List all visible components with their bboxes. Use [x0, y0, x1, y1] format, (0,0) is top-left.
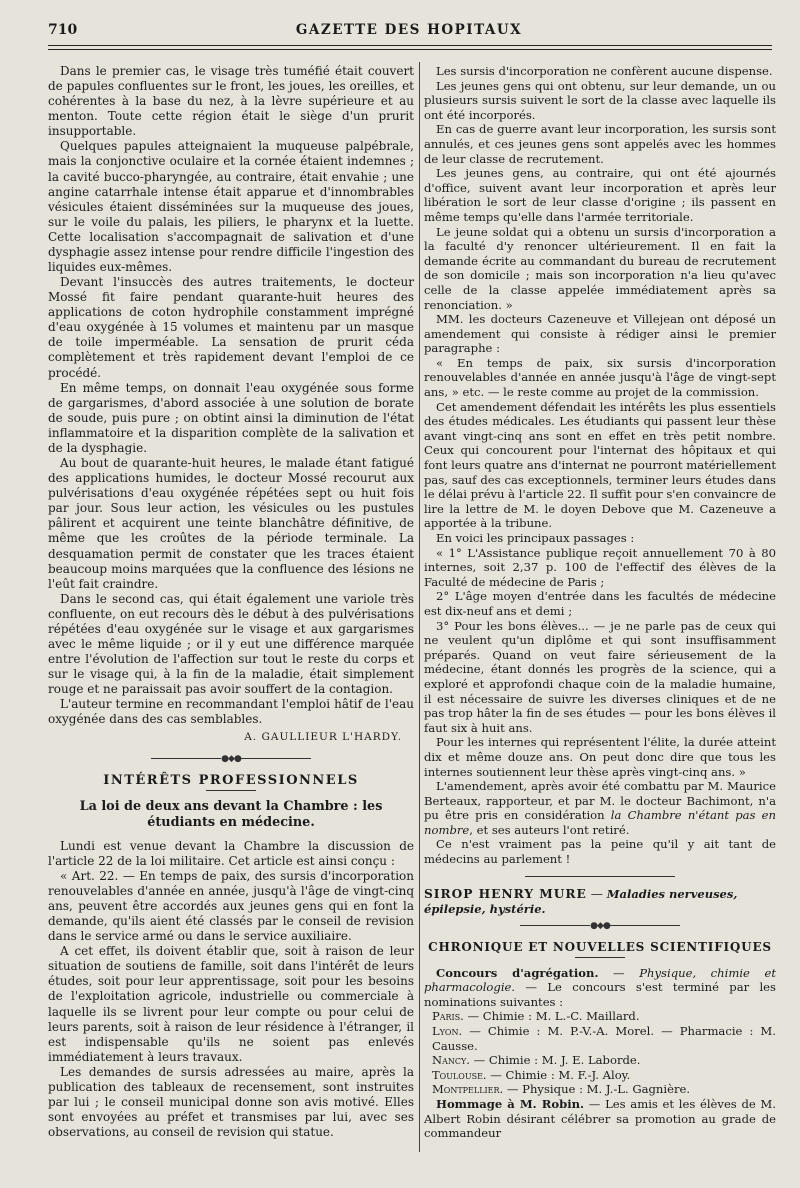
- text-run: — Les amis et les élèves de M. Albert Robin désirant célébrer sa promotion au grade de commandeur: [424, 1096, 776, 1141]
- paragraph: [424, 966, 776, 1010]
- right-column: [424, 64, 776, 1141]
- paragraph: « En temps de paix, six sursis d'incorporation renouvelables d'année en année jusqu'à l'âge de vingt-sept ans, » etc. — le reste comme au projet de la commission.: [424, 355, 776, 400]
- city-name: Paris.: [432, 1009, 464, 1024]
- paragraph: Quelques papules atteignaient la muqueuse palpébrale, mais la conjonctive oculaire et la cornée étaient indemnes ; la cavité bucco-pharyngée, au contraire, était envahie ; une angine catarrhale intense était apparue et d'innombrables vésicules étaient disséminées sur la muqueuse des joues, sur le voile du palais, les piliers, le pharynx et la luette. Cette localisation s'accompagnait de salivation et d'une dysphagie assez intense pour rendre difficile l'ingestion des liquides eux-mêmes.: [48, 139, 414, 275]
- author-signature: A. GAULLIEUR L'HARDY.: [244, 731, 402, 744]
- city-name: Montpellier.: [432, 1082, 504, 1097]
- header-rule-thin: [48, 49, 772, 50]
- text-run: —: [598, 965, 640, 980]
- italic-run: Physique, chimie et pharmacologie.: [424, 965, 776, 995]
- list-item: [424, 1082, 776, 1097]
- paragraph: En voici les principaux passages :: [436, 531, 635, 545]
- paragraph: En cas de guerre avant leur incorporation, les sursis sont annulés, et ces jeunes gens sont appelés avec les hommes de leur classe de recrutement.: [424, 122, 776, 166]
- list-item: [424, 1068, 776, 1083]
- ad-product: SIROP HENRY MURE: [424, 887, 587, 902]
- paragraph: Ce n'est vraiment pas la peine qu'il y ait tant de médecins au parlement !: [424, 837, 776, 867]
- paragraph: « Art. 22. — En temps de paix, des sursis d'incorporation renouvelables d'année en année, jusqu'à l'âge de vingt-cinq ans, peuvent être accordés aux jeunes gens qui en font la demande, qu'ils aient été classés par le conseil de revision dans le service armé ou dans le service auxiliaire.: [48, 868, 414, 944]
- paragraph: Les sursis d'incorporation ne confèrent aucune dispense.: [436, 64, 773, 78]
- column-divider: [419, 62, 420, 1152]
- paragraph: Au bout de quarante-huit heures, le malade étant fatigué des applications humides, le docteur Mossé recourut aux pulvérisations d'eau oxygénée répétées sept ou huit fois par jour. Sous leur action, les vésicules ou les pustules pâlirent et acquirent une teinte blanchâtre définitive, de même que les croûtes de la période terminale. La desquamation permit de constater que les traces étaient beaucoup moins marquées que la confluence des lésions ne l'eût fait craindre.: [48, 456, 414, 591]
- city-name: Toulouse.: [432, 1067, 487, 1082]
- left-column: [48, 64, 414, 1140]
- paragraph: Pour les internes qui représentent l'élite, la durée atteint dix et même douze ans. On peut donc dire que tous les internes soutiennent leur thèse après vingt-cinq ans. »: [424, 735, 776, 779]
- paragraph: Cet amendement défendait les intérêts les plus essentiels des études médicales. Les étudiants qui passent leur thèse avant vingt-cinq ans sont en effet en très petit nombre. Ceux qui concourent pour l'internat des hôpitaux et qui font leurs quatre ans d'internat ne pourront matériellement pas, sauf des cas exceptionnels, terminer leurs études dans le délai prévu à l'article 22. Il suffit pour s'en convaincre de lire la lettre de M. le doyen Debove que M. Cazeneuve a apportée à la tribune.: [424, 399, 776, 531]
- paragraph: L'auteur termine en recommandant l'emploi hâtif de l'eau oxygénée dans des cas semblables.: [48, 697, 414, 727]
- paragraph: Les jeunes gens, au contraire, qui ont été ajournés d'office, suivent avant leur incorporation et après leur libération le sort de leur classe d'origine ; ils passent en même temps qu'elle dans l'armée territoriale.: [424, 166, 776, 224]
- paragraph: Les jeunes gens qui ont obtenu, sur leur demande, un ou plusieurs sursis suivent le sort de la classe avec laquelle ils ont été incorporés.: [424, 78, 776, 122]
- paragraph: 3° Pour les bons élèves... — je ne parle pas de ceux qui ne veulent qu'un diplôme et qui sont insuffisamment préparés. Quand on veut faire sérieusement de la médecine, étant donnés les progrès de la science, qui a exploré et approfondi chaque coin de la maladie humaine, il est nécessaire de suivre les diverses cliniques et de ne pas trop hâter la fin de ses études — pour les bons élèves il faut six à huit ans.: [424, 618, 776, 735]
- page-header: [48, 22, 770, 42]
- paragraph: [424, 1097, 776, 1141]
- ornament-divider: [424, 870, 776, 885]
- news-lead: Concours d'agrégation.: [436, 965, 599, 980]
- city-name: Nancy.: [432, 1053, 470, 1068]
- paragraph: Devant l'insuccès des autres traitements, le docteur Mossé fit faire pendant quarante-huit heures des applications de coton hydrophile constamment imprégné d'eau oxygénée à 15 volumes et maintenu par un masque de toile imperméable. La sensation de prurit céda complètement et très rapidement devant l'emploi de ce procédé.: [48, 275, 414, 380]
- text-run: L'amendement, après avoir été combattu par M. Maurice Berteaux, rapporteur, et par M. le docteur Bachimont, n'a pu être pris en considération: [424, 779, 776, 823]
- advertisement: [424, 887, 776, 916]
- paragraph: Les demandes de sursis adressées au maire, après la publication des tableaux de recensement, sont instruites par lui ; le conseil municipal donne son avis motivé. Elles sont envoyées au préfet et transmises par lui, avec ses observations, au conseil de revision qui statue.: [48, 1064, 414, 1140]
- paragraph: Dans le second cas, qui était également une variole très confluente, on eut recours dès le début à des pulvérisations répétées d'eau oxygénée sur le visage et aux gargarismes avec le même liquide ; or il y eut une différence marquée entre l'évolution de l'affection sur tout le reste du corps et sur le visage qui, à la fin de la maladie, était simplement rouge et ne paraissait pas avoir souffert de la contagion.: [48, 591, 414, 697]
- italic-run: la Chambre n'étant pas en nombre: [424, 808, 776, 837]
- journal-title: GAZETTE DES HOPITAUX: [295, 22, 523, 38]
- header-rule: [48, 45, 772, 46]
- paragraph: 2° L'âge moyen d'entrée dans les facultés de médecine est dix-neuf ans et demi ;: [424, 589, 776, 618]
- news-lead: Hommage à M. Robin.: [436, 1096, 585, 1111]
- list-item: [424, 1053, 776, 1068]
- section-rule: [206, 790, 256, 791]
- paragraph: Dans le premier cas, le visage très tuméfié était couvert de papules confluentes sur le front, les joues, les oreilles, et cohérentes à la base du nez, à la lèvre supérieure et au menton. Toute cette région était le siège d'un prurit insupportable.: [48, 64, 414, 139]
- city-name: Lyon.: [432, 1024, 463, 1038]
- paragraph: Lundi est venue devant la Chambre la discussion de l'article 22 de la loi militaire. Cet article est ainsi conçu :: [48, 838, 414, 868]
- ornament-divider: ●◆●: [424, 919, 776, 934]
- text-run: — Le concours s'est terminé par les nominations suivantes :: [424, 980, 776, 1009]
- list-item: [424, 1024, 776, 1053]
- paragraph: « 1° L'Assistance publique reçoit annuellement 70 à 80 internes, soit 2,37 p. 100 de l'effectif des élèves de la Faculté de médecine de Paris ;: [424, 545, 776, 589]
- entry-text: — Chimie : M. F.-J. Aloy.: [486, 1067, 631, 1082]
- section-title: CHRONIQUE ET NOUVELLES SCIENTIFIQUES: [428, 940, 772, 955]
- section-title: INTÉRÊTS PROFESSIONNELS: [103, 772, 359, 788]
- page-number: 710: [48, 22, 78, 38]
- paragraph: En même temps, on donnait l'eau oxygénée sous forme de gargarismes, d'abord associée à une solution de borate de soude, puis pure ; on obtint ainsi la diminution de l'état inflammatoire et la disparition complète de la salivation et de la dysphagie.: [48, 380, 414, 455]
- entry-text: — Chimie : M. L.-C. Maillard.: [463, 1009, 640, 1024]
- entry-text: — Chimie : M. J. E. Laborde.: [469, 1053, 641, 1068]
- ornament-divider: ●◆●: [48, 752, 414, 767]
- section-rule: [575, 957, 625, 958]
- paragraph: MM. les docteurs Cazeneuve et Villejean ont déposé un amendement qui consiste à rédiger ainsi le premier paragraphe :: [424, 312, 776, 356]
- entry-text: — Physique : M. J.-L. Gagnière.: [503, 1082, 691, 1097]
- entry-text: — Chimie : M. P.-V.-A. Morel. — Pharmacie : M. Causse.: [432, 1024, 776, 1053]
- paragraph: Le jeune soldat qui a obtenu un sursis d'incorporation a la faculté d'y renoncer ultérieurement. Il en fait la demande écrite au commandant du bureau de recrutement de son domicile ; mais son incorporation n'a lieu qu'avec celle de la classe appelée immédiatement après sa renonciation. »: [424, 224, 776, 312]
- article-title: La loi de deux ans devant la Chambre : les étudiants en médecine.: [79, 798, 383, 830]
- ad-description: Maladies nerveuses, épilepsie, hystérie.: [424, 887, 738, 916]
- text-run: , et ses auteurs l'ont retiré.: [469, 822, 630, 837]
- ad-dash: —: [586, 887, 607, 902]
- paragraph: [424, 779, 776, 837]
- paragraph: A cet effet, ils doivent établir que, soit à raison de leur situation de soutiens de famille, soit dans l'intérêt de leurs études, soit pour leur apprentissage, soit pour les besoins de l'exploitation agricole, industrielle ou commerciale à laquelle ils se livrent pour leur compte ou pour celui de leurs parents, soit à raison de leur résidence à l'étranger, il est indispensable qu'ils ne soient pas enlevés immédiatement à leurs travaux.: [48, 944, 414, 1064]
- list-item: [424, 1009, 776, 1024]
